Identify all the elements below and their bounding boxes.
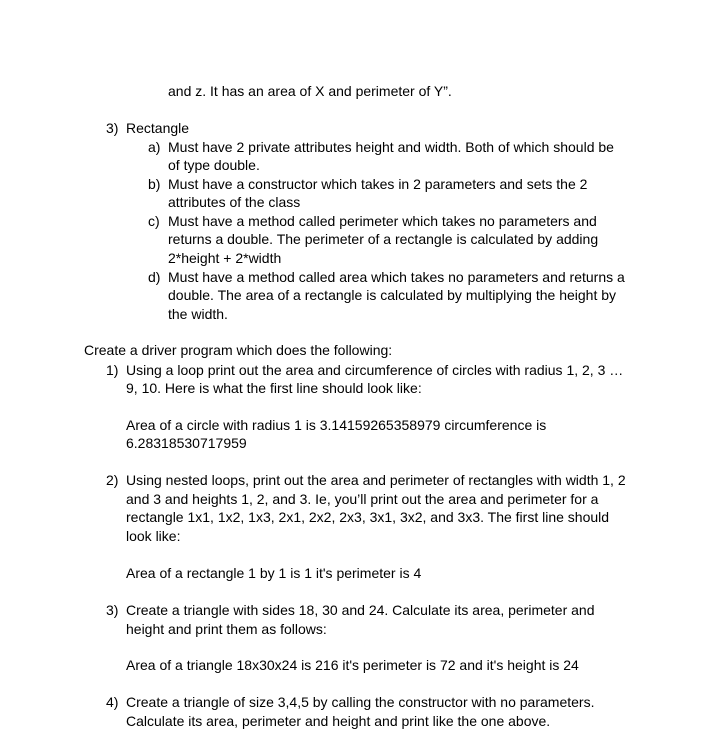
list-marker: a) (148, 139, 161, 155)
example-output-line: Area of a rectangle 1 by 1 is 1 it's perimeter is 4 (126, 565, 422, 581)
list-item-line: 2*height + 2*width (168, 250, 282, 266)
list-item-line: and 3 and heights 1, 2, and 3. Ie, you’ll print out the area and perimeter for a (126, 491, 599, 507)
list-item-line: Must have a method called perimeter which takes no parameters and (168, 213, 597, 229)
list-item-line: Must have 2 private attributes height and width. Both of which should be (168, 139, 614, 155)
driver-intro: Create a driver program which does the following: (84, 342, 393, 358)
list-marker: 3) (106, 602, 119, 618)
list-item-line: Create a triangle with sides 18, 30 and 24. Calculate its area, perimeter and (126, 602, 595, 618)
list-marker: 4) (106, 694, 119, 710)
list-marker: d) (148, 269, 161, 285)
list-item-line: Must have a constructor which takes in 2 parameters and sets the 2 (168, 176, 588, 192)
continuation-line: and z. It has an area of X and perimeter of Y”. (168, 83, 452, 99)
list-item-line: rectangle 1x1, 1x2, 1x3, 2x1, 2x2, 2x3, 3x1, 3x2, and 3x3. The first line should (126, 509, 610, 525)
list-item-line: height and print them as follows: (126, 621, 327, 637)
list-item-line: of type double. (168, 157, 260, 173)
list-marker: 1) (106, 362, 119, 378)
list-item-line: Calculate its area, perimeter and height and print like the one above. (126, 713, 551, 729)
example-output-line: Area of a triangle 18x30x24 is 216 it's perimeter is 72 and it's height is 24 (126, 657, 579, 673)
list-item-line: double. The area of a rectangle is calculated by multiplying the height by (168, 287, 617, 303)
list-item-line: Using a loop print out the area and circumference of circles with radius 1, 2, 3 … (126, 362, 624, 378)
list-item-line: attributes of the class (168, 194, 301, 210)
list-marker: b) (148, 176, 161, 192)
list-marker: c) (148, 213, 160, 229)
list-item-line: Using nested loops, print out the area and perimeter of rectangles with width 1, 2 (126, 472, 626, 488)
list-item-line: the width. (168, 306, 228, 322)
rectangle-heading: Rectangle (126, 120, 190, 136)
list-item-line: returns a double. The perimeter of a rectangle is calculated by adding (168, 231, 599, 247)
list-item-line: Must have a method called area which takes no parameters and returns a (168, 269, 625, 285)
rectangle-number: 3) (106, 120, 119, 136)
list-item-line: 9, 10. Here is what the first line should look like: (126, 380, 422, 396)
example-output-line: Area of a circle with radius 1 is 3.14159265358979 circumference is (126, 417, 547, 433)
list-item-line: Create a triangle of size 3,4,5 by calling the constructor with no parameters. (126, 694, 595, 710)
example-output-line: 6.28318530717959 (126, 435, 247, 451)
list-item-line: look like: (126, 528, 181, 544)
list-marker: 2) (106, 472, 119, 488)
